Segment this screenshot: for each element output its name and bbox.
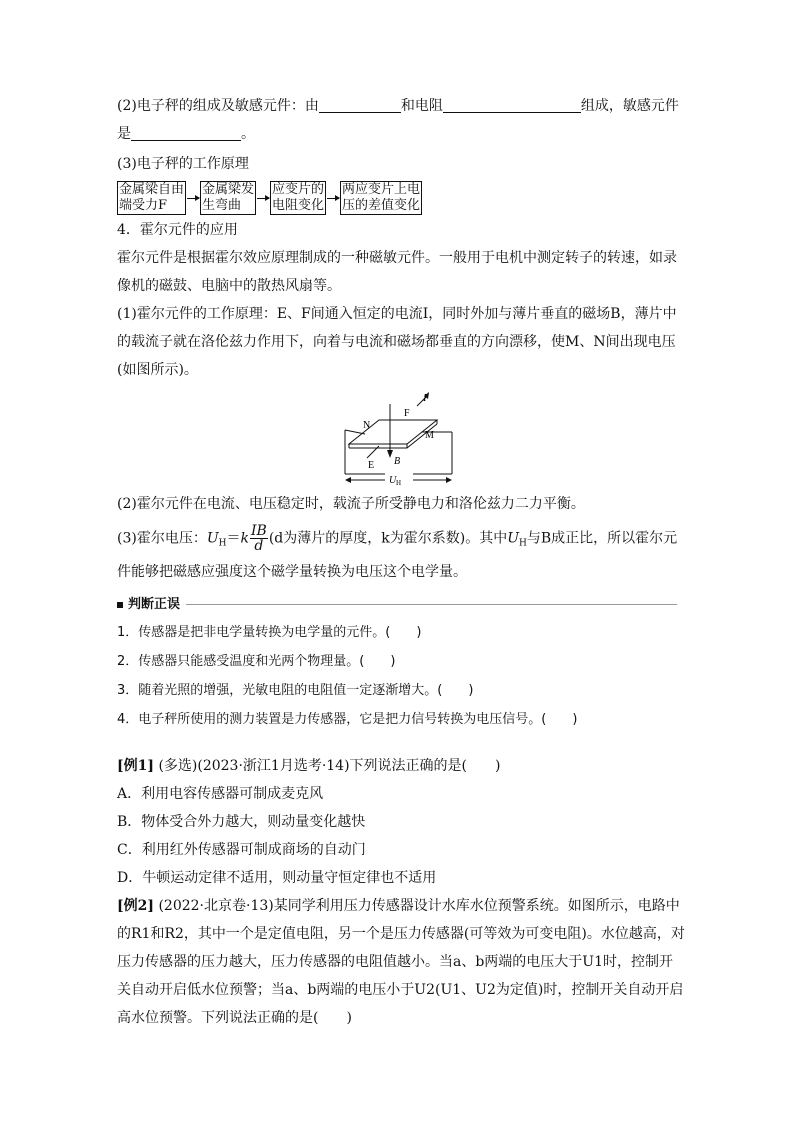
flow-chain — [117, 180, 677, 216]
sec2-text-b: 和电阻 — [400, 98, 443, 114]
fraction-denominator: d — [254, 538, 264, 554]
fill-blank-3[interactable] — [131, 122, 241, 141]
example-1-option-c: C．利用红外传感器可制成商场的自动门 — [117, 841, 366, 858]
label-u: U — [389, 475, 397, 486]
judge-item-3: 3．随着光照的增强，光敏电阻的电阻值一定逐渐增大。( ) — [117, 682, 474, 698]
label-u-sub: H — [396, 479, 402, 486]
document-page — [117, 92, 685, 1032]
example-2-line-4: 关自动开启低水位预警；当a、b两端的电压小于U2(U1、U2为定值)时，控制开关自动开启 — [117, 981, 684, 998]
label-m: M — [425, 430, 434, 441]
judge-item-4: 4．电子秤所使用的测力装置是力传感器，它是把力信号转换为电压信号。( ) — [117, 711, 578, 727]
label-b: B — [394, 456, 401, 467]
sec4-p3-eq: ＝ — [226, 530, 241, 547]
sec3-title: (3)电子秤的工作原理 — [117, 156, 249, 172]
judge-section-header — [117, 592, 677, 618]
label-e: E — [368, 460, 375, 471]
sec4-p3-u-sub: H — [218, 538, 227, 549]
sec4-p3-a: (3)霍尔电压： — [117, 530, 207, 547]
sec2-text-a: (2)电子秤的组成及敏感元件：由 — [117, 98, 319, 114]
sec4-intro-1: 霍尔元件是根据霍尔效应原理制成的一种磁敏元件。一般用于电机中测定转子的转速，如录 — [117, 250, 677, 266]
sec4-p2: (2)霍尔元件在电流、电压稳定时，载流子所受静电力和洛伦兹力二力平衡。 — [117, 496, 585, 512]
sec4-intro-2: 像机的磁鼓、电脑中的散热风扇等。 — [117, 278, 341, 294]
flow-box-1: 金属梁自由 端受力F — [119, 182, 185, 213]
fill-blank-1[interactable] — [319, 94, 401, 113]
judge-item-2: 2．传感器只能感受温度和光两个物理量。( ) — [117, 653, 396, 669]
example-1-option-a: A．利用电容传感器可制成麦克风 — [117, 785, 324, 802]
hall-element-diagram — [117, 392, 677, 486]
sec4-p3-c-sub: H — [519, 538, 527, 549]
example-1-text: (多选)(2023·浙江1月选考·14)下列说法正确的是( ) — [158, 757, 501, 774]
fraction-ib-over-d — [250, 524, 268, 553]
example-1-option-d: D．牛顿运动定律不适用，则动量守恒定律也不适用 — [117, 869, 437, 886]
sec4-p3-u: U — [206, 530, 219, 547]
flow-box-2: 金属梁发 生弯曲 — [202, 182, 255, 213]
sec4-p3-c: U — [507, 530, 520, 547]
sec4-p1-b: 的载流子就在洛伦兹力作用下，向着与电流和磁场都垂直的方向漂移，使M、N间出现电压 — [117, 334, 676, 350]
arrow-right-icon — [257, 198, 269, 199]
flow-box-3: 应变片的 电阻变化 — [272, 182, 325, 213]
sec4-p1-a: (1)霍尔元件的工作原理：E、F间通入恒定的电流I，同时外加与薄片垂直的磁场B，薄片中 — [117, 306, 677, 322]
square-bullet-icon — [117, 602, 123, 608]
hall-diagram-svg — [117, 392, 677, 486]
sec4-title: 4．霍尔元件的应用 — [117, 222, 238, 238]
fill-blank-2[interactable] — [443, 94, 581, 113]
sec2-text-d: 是 — [117, 126, 131, 142]
sec4-p1-c: (如图所示)。 — [117, 362, 198, 378]
example-1-label: [例1] — [117, 757, 154, 774]
sec4-p3-line — [117, 524, 677, 558]
judge-title: 判断正误 — [128, 596, 181, 612]
sec4-p3-k: k — [240, 530, 249, 547]
label-f: F — [404, 408, 410, 419]
sec4-p3-b: (d为薄片的厚度，k为霍尔系数)。其中 — [268, 530, 508, 547]
sec4-p3-d: 与B成正比，所以霍尔元 — [526, 530, 678, 547]
flow-box-4: 两应变片上电 压的差值变化 — [342, 182, 421, 213]
fraction-numerator: IB — [251, 523, 267, 539]
example-1-option-b: B．物体受合外力越大，则动量变化越快 — [117, 813, 366, 830]
example-2-line-2: 的R1和R2，其中一个是定值电阻，另一个是压力传感器(可等效为可变电阻)。水位越高，对 — [117, 925, 685, 942]
example-2-text-1: (2022·北京卷·13)某同学利用压力传感器设计水库水位预警系统。如图所示，电路中 — [158, 897, 680, 914]
judge-item-1: 1．传感器是把非电学量转换为电学量的元件。( ) — [117, 624, 422, 640]
example-2-line-3: 压力传感器的压力越大，压力传感器的电阻值越小。当a、b两端的电压大于U1时，控制开 — [117, 953, 674, 970]
b-arrow-icon — [387, 450, 393, 458]
arrow-right-icon — [187, 198, 199, 199]
example-2-line-5: 高水位预警。下列说法正确的是( ) — [117, 1009, 352, 1026]
label-i: I — [423, 392, 427, 404]
example-2-label: [例2] — [117, 897, 154, 914]
example-2-line-1 — [117, 892, 680, 920]
sec2-text-c: 组成，敏感元件 — [580, 98, 679, 114]
arrow-right-icon — [327, 198, 339, 199]
sec2-text-e: 。 — [241, 126, 255, 142]
sec2-line-1 — [117, 92, 677, 120]
section-rule — [186, 604, 677, 605]
sec4-p3-e: 件能够把磁感应强度这个磁学量转换为电压这个电学量。 — [117, 563, 467, 580]
label-n: N — [363, 420, 371, 431]
sec2-line-2 — [117, 120, 677, 148]
example-1-stem — [117, 752, 677, 780]
wire-n — [345, 430, 365, 434]
